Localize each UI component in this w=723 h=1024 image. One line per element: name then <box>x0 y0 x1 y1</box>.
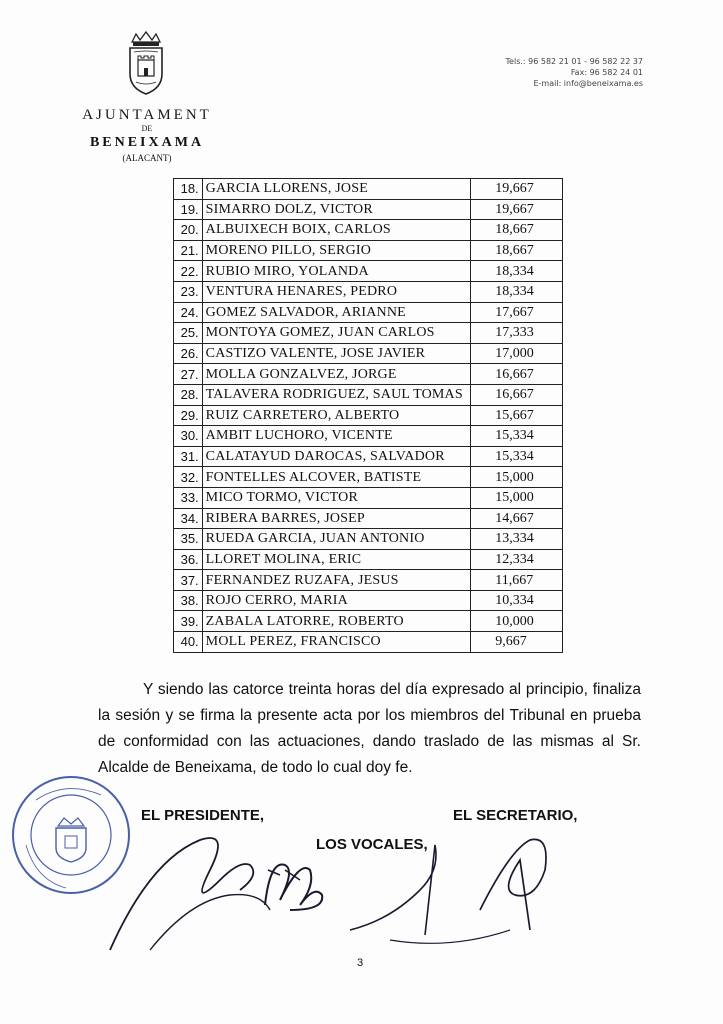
table-row <box>174 426 563 447</box>
table-row <box>174 302 563 323</box>
row-number: 37. <box>174 570 203 591</box>
candidate-name: MORENO PILLO, SERGIO <box>202 240 471 261</box>
row-number: 25. <box>174 323 203 344</box>
candidate-score: 18,667 <box>471 240 563 261</box>
candidate-score: 18,334 <box>471 281 563 302</box>
candidate-score: 17,000 <box>471 343 563 364</box>
candidate-score: 17,333 <box>471 323 563 344</box>
candidate-name: FONTELLES ALCOVER, BATISTE <box>202 467 471 488</box>
candidate-name: VENTURA HENARES, PEDRO <box>202 281 471 302</box>
candidate-score: 14,667 <box>471 508 563 529</box>
results-table <box>173 178 563 653</box>
row-number: 22. <box>174 261 203 282</box>
row-number: 36. <box>174 549 203 570</box>
table-row <box>174 529 563 550</box>
vocales-signature-label: LOS VOCALES, <box>316 836 428 853</box>
closing-text: Y siendo las catorce treinta horas del día expresado al principio, finaliza la sesión y se firma la presente acta por los miembros del Tribunal en prueba de conformidad con las actuaciones, dando traslado de las mismas al Sr. Alcalde de Beneixama, de todo lo cual doy fe. <box>98 681 641 776</box>
contact-fax: Fax: 96 582 24 01 <box>570 68 643 77</box>
table-row <box>174 364 563 385</box>
row-number: 26. <box>174 343 203 364</box>
candidate-score: 15,667 <box>471 405 563 426</box>
row-number: 38. <box>174 590 203 611</box>
table-row <box>174 323 563 344</box>
candidate-name: MONTOYA GOMEZ, JUAN CARLOS <box>202 323 471 344</box>
candidate-name: RUIZ CARRETERO, ALBERTO <box>202 405 471 426</box>
candidate-score: 12,334 <box>471 549 563 570</box>
table-row <box>174 405 563 426</box>
candidate-name: ZABALA LATORRE, ROBERTO <box>202 611 471 632</box>
row-number: 35. <box>174 529 203 550</box>
row-number: 28. <box>174 384 203 405</box>
row-number: 33. <box>174 487 203 508</box>
table-row <box>174 179 563 200</box>
candidate-name: TALAVERA RODRIGUEZ, SAUL TOMAS <box>202 384 471 405</box>
candidate-name: ROJO CERRO, MARIA <box>202 590 471 611</box>
table-row <box>174 508 563 529</box>
closing-paragraph <box>98 677 641 781</box>
table-row <box>174 611 563 632</box>
org-de: DE <box>141 124 153 133</box>
row-number: 32. <box>174 467 203 488</box>
table-row <box>174 446 563 467</box>
row-number: 31. <box>174 446 203 467</box>
candidate-name: LLORET MOLINA, ERIC <box>202 549 471 570</box>
candidate-name: MICO TORMO, VICTOR <box>202 487 471 508</box>
candidate-name: MOLL PEREZ, FRANCISCO <box>202 632 471 653</box>
candidate-name: CALATAYUD DAROCAS, SALVADOR <box>202 446 471 467</box>
candidate-score: 15,000 <box>471 467 563 488</box>
municipal-crest-icon <box>124 30 168 96</box>
candidate-name: RIBERA BARRES, JOSEP <box>202 508 471 529</box>
org-province: (ALACANT) <box>122 153 172 163</box>
row-number: 27. <box>174 364 203 385</box>
candidate-score: 17,667 <box>471 302 563 323</box>
candidate-score: 19,667 <box>471 199 563 220</box>
results-table-body <box>174 179 563 653</box>
candidate-score: 19,667 <box>471 179 563 200</box>
candidate-score: 10,000 <box>471 611 563 632</box>
handwritten-signatures <box>90 800 610 960</box>
contact-info <box>506 56 643 89</box>
candidate-score: 18,667 <box>471 220 563 241</box>
table-row <box>174 590 563 611</box>
candidate-name: AMBIT LUCHORO, VICENTE <box>202 426 471 447</box>
candidate-score: 11,667 <box>471 570 563 591</box>
table-row <box>174 632 563 653</box>
row-number: 39. <box>174 611 203 632</box>
org-name: AJUNTAMENT <box>82 107 212 123</box>
candidate-name: RUBIO MIRO, YOLANDA <box>202 261 471 282</box>
candidate-score: 9,667 <box>471 632 563 653</box>
table-row <box>174 261 563 282</box>
table-row <box>174 281 563 302</box>
row-number: 24. <box>174 302 203 323</box>
row-number: 40. <box>174 632 203 653</box>
row-number: 18. <box>174 179 203 200</box>
contact-email: E-mail: info@beneixama.es <box>533 79 643 88</box>
candidate-name: MOLLA GONZALVEZ, JORGE <box>202 364 471 385</box>
row-number: 34. <box>174 508 203 529</box>
page-number: 3 <box>356 957 364 969</box>
table-row <box>174 570 563 591</box>
candidate-name: ALBUIXECH BOIX, CARLOS <box>202 220 471 241</box>
candidate-score: 10,334 <box>471 590 563 611</box>
row-number: 20. <box>174 220 203 241</box>
row-number: 23. <box>174 281 203 302</box>
candidate-score: 15,000 <box>471 487 563 508</box>
contact-phone: Tels.: 96 582 21 01 - 96 582 22 37 <box>505 57 643 66</box>
candidate-name: GARCIA LLORENS, JOSE <box>202 179 471 200</box>
row-number: 19. <box>174 199 203 220</box>
candidate-score: 16,667 <box>471 384 563 405</box>
candidate-name: SIMARRO DOLZ, VICTOR <box>202 199 471 220</box>
candidate-name: CASTIZO VALENTE, JOSE JAVIER <box>202 343 471 364</box>
table-row <box>174 487 563 508</box>
table-row <box>174 240 563 261</box>
secretary-signature-label: EL SECRETARIO, <box>453 807 578 824</box>
table-row <box>174 343 563 364</box>
candidate-name: FERNANDEZ RUZAFA, JESUS <box>202 570 471 591</box>
candidate-score: 18,334 <box>471 261 563 282</box>
candidate-score: 15,334 <box>471 426 563 447</box>
candidate-name: GOMEZ SALVADOR, ARIANNE <box>202 302 471 323</box>
org-town: BENEIXAMA <box>89 135 205 150</box>
row-number: 21. <box>174 240 203 261</box>
table-row <box>174 467 563 488</box>
table-row <box>174 549 563 570</box>
table-row <box>174 220 563 241</box>
table-row <box>174 199 563 220</box>
president-signature-label: EL PRESIDENTE, <box>141 807 265 824</box>
candidate-score: 13,334 <box>471 529 563 550</box>
row-number: 29. <box>174 405 203 426</box>
candidate-score: 15,334 <box>471 446 563 467</box>
table-row <box>174 384 563 405</box>
candidate-score: 16,667 <box>471 364 563 385</box>
row-number: 30. <box>174 426 203 447</box>
candidate-name: RUEDA GARCIA, JUAN ANTONIO <box>202 529 471 550</box>
